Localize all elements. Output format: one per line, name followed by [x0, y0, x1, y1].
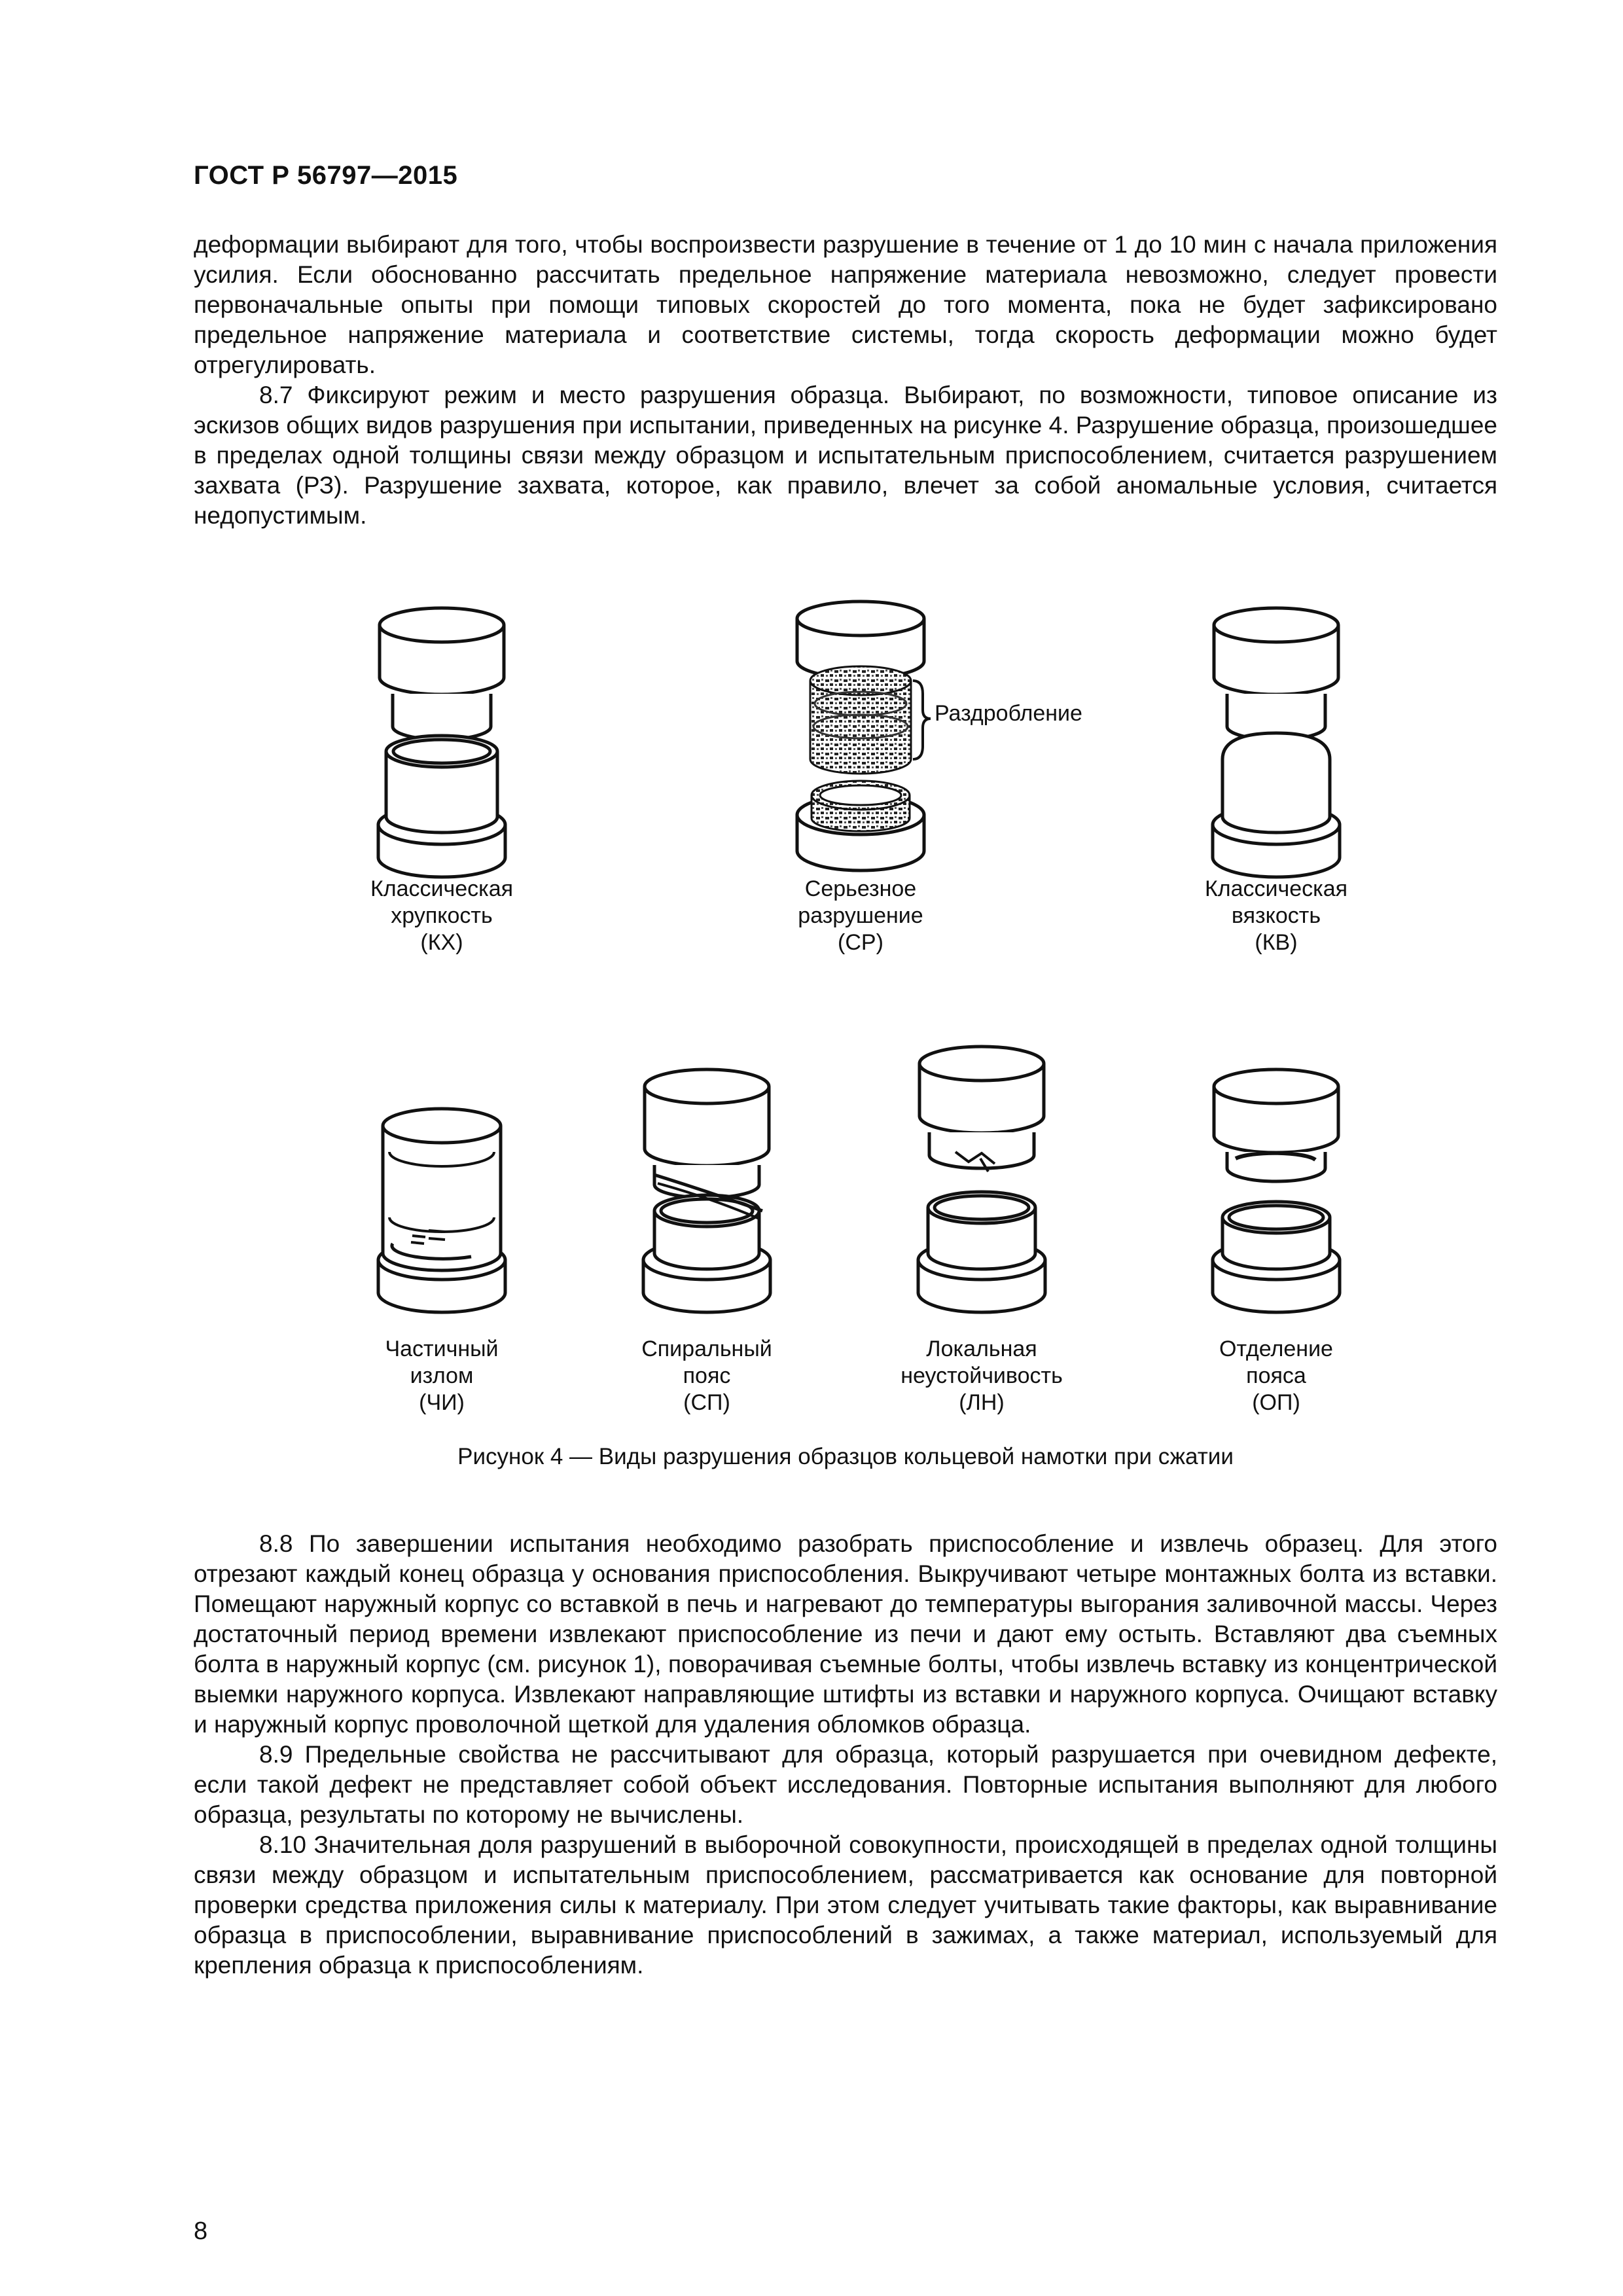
figure-caption: Рисунок 4 — Виды разрушения образцов кольцевой намотки при сжатии [457, 1444, 1234, 1469]
specimen-chi [378, 1109, 505, 1312]
page-number: 8 [194, 2217, 208, 2245]
paragraph-8-7: 8.7 Фиксируют режим и место разрушения образца. Выбирают, по возможности, типовое описание из эскизов общих видов разрушения при испытании, приведенных на рисунке 4. Разрушение образца, произошедшее в пределах одной толщины связи между образцом и испытательным приспособлением, считается разрушением захвата (РЗ). Разрушение захвата, которое, как правило, влечет за собой аномальные условия, считается недопустимым. [194, 382, 1497, 529]
specimen-kb [1213, 608, 1340, 877]
specimen-kx [378, 608, 505, 877]
label-sp: Спиральный пояс (СП) [641, 1336, 772, 1415]
label-op: Отделение пояса (ОП) [1219, 1336, 1333, 1415]
label-ln: Локальная неустойчивость (ЛН) [901, 1336, 1063, 1415]
specimen-sp [643, 1069, 770, 1312]
label-chi: Частичный излом (ЧИ) [385, 1336, 499, 1415]
label-cp: Серьезное разрушение (СР) [798, 876, 923, 955]
paragraph: деформации выбирают для того, чтобы воспроизвести разрушение в течение от 1 до 10 мин с начала приложения усилия. Если обоснованно рассчитать предельное напряжение материала невозможно, следует провести первоначальные опыты при помощи типовых скоростей до того момента, пока не будет зафиксировано предельное напряжение материала и соответствие системы, тогда скорость деформации можно будет отрегулировать. [194, 231, 1497, 378]
annotation-crushing: Раздробление [935, 701, 1082, 726]
label-kx: Классическая хрупкость (КХ) [370, 876, 514, 955]
paragraph-8-8: 8.8 По завершении испытания необходимо разобрать приспособление и извлечь образец. Для этого отрезают каждый конец образца у основания приспособления. Выкручивают четыре монтажных болта из вставки. Помещают наружный корпус со вставкой в печь и нагревают до температуры выгорания заливочной массы. Через достаточный период времени извлекают приспособление из печи и дают ему остыть. Вставляют два съемных болта в наружный корпус (см. рисунок 1), поворачивая съемные болты, чтобы извлечь вставку из концентрической выемки наружного корпуса. Извлекают направляющие штифты из вставки и наружного корпуса. Очищают вставку и наружный корпус проволочной щеткой для удаления обломков образца. [194, 1530, 1497, 1738]
specimen-cp [797, 601, 931, 870]
text-block-bottom [194, 1529, 1497, 1981]
paragraph-8-9: 8.9 Предельные свойства не рассчитывают для образца, который разрушается при очевидном дефекте, если такой дефект не представляет собой объект исследования. Повторные испытания выполняют для любого образца, результаты по которому не вычислены. [194, 1741, 1497, 1828]
specimen-ln [918, 1047, 1045, 1312]
label-kb: Классическая вязкость (КВ) [1204, 876, 1348, 955]
specimen-op [1213, 1069, 1340, 1312]
document-header: ГОСТ Р 56797—2015 [194, 161, 458, 190]
paragraph-8-10: 8.10 Значительная доля разрушений в выборочной совокупности, происходящей в пределах одной толщины связи между образцом и испытательным приспособлением, рассматривается как основание для повторной проверки средства приложения силы к материалу. При этом следует учитывать такие факторы, как выравнивание образца в приспособлении, выравнивание приспособлений в зажимах, а также материал, используемый для крепления образца к приспособлениям. [194, 1831, 1497, 1979]
